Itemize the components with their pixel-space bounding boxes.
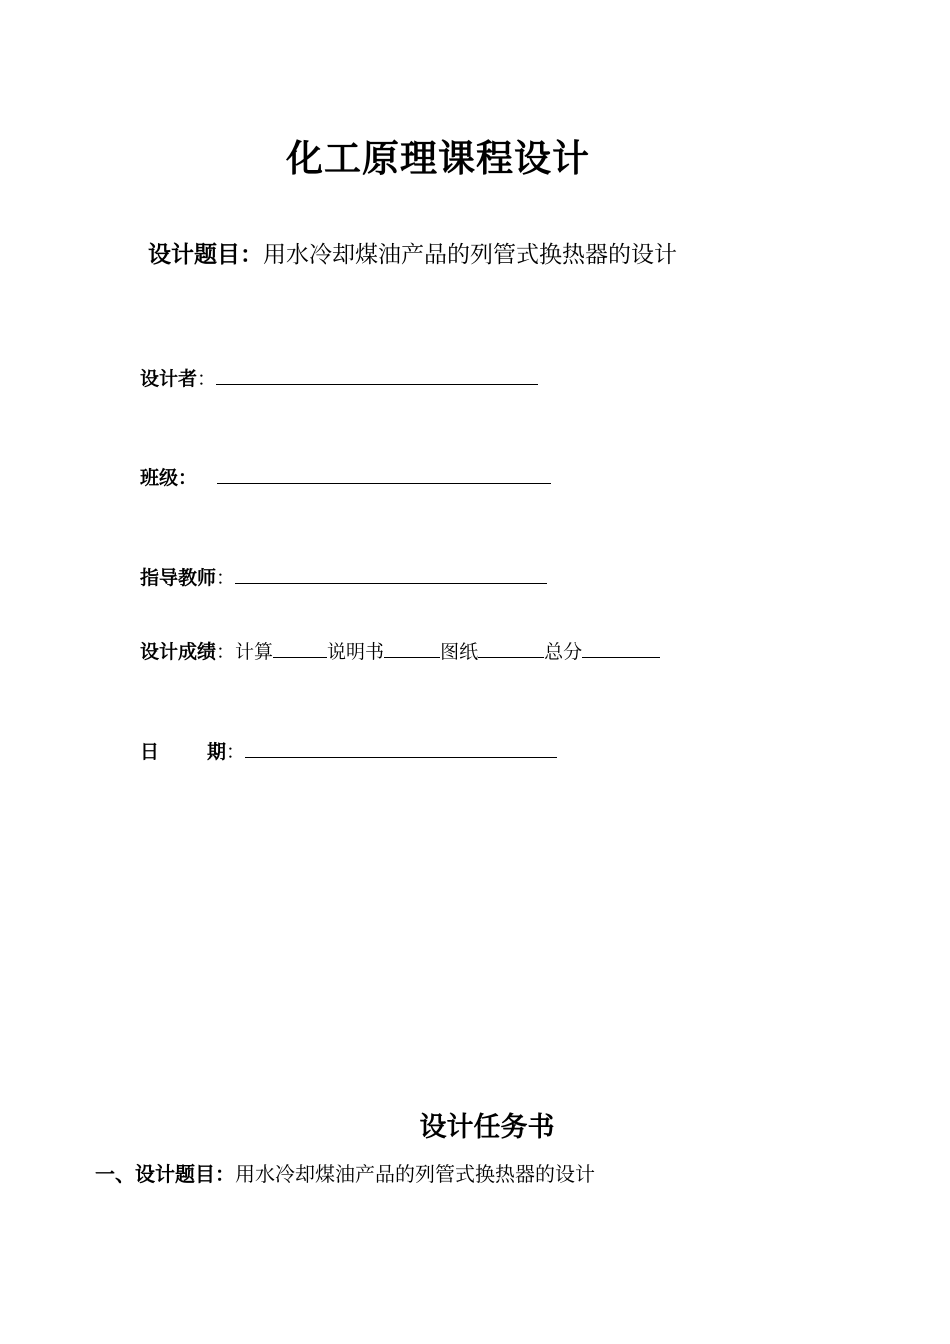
designer-label: 设计者 — [140, 368, 198, 390]
design-subject-line — [148, 236, 677, 269]
date-label-day: 日 — [140, 741, 160, 763]
grade-calc-label: 计算 — [235, 641, 274, 663]
grade-colon: ： — [216, 641, 236, 663]
grade-manual-blank[interactable] — [384, 637, 440, 658]
design-subject-value: 用水冷却煤油产品的列管式换热器的设计 — [263, 242, 677, 268]
advisor-label: 指导教师 — [140, 567, 217, 589]
grade-total-label: 总分 — [544, 641, 583, 663]
task-item-1-value: 用水冷却煤油产品的列管式换热器的设计 — [235, 1162, 595, 1186]
grade-drawing-blank[interactable] — [478, 637, 544, 658]
grade-drawing-label: 图纸 — [440, 641, 479, 663]
advisor-field — [140, 563, 547, 590]
task-book-title: 设计任务书 — [419, 1112, 555, 1143]
task-item-1-number: 一、 — [95, 1162, 135, 1186]
document-title: 化工原理课程设计 — [286, 136, 590, 180]
advisor-colon: ： — [216, 567, 236, 589]
date-colon: ： — [226, 741, 246, 763]
grade-field — [140, 637, 660, 664]
grade-manual-label: 说明书 — [327, 641, 385, 663]
date-field — [140, 737, 557, 764]
task-item-1-label: 设计题目： — [135, 1162, 235, 1186]
date-label-period: 期 — [207, 741, 227, 763]
class-field — [140, 463, 551, 490]
grade-total-blank[interactable] — [582, 637, 660, 658]
designer-blank[interactable] — [216, 364, 538, 385]
task-item-1 — [95, 1158, 595, 1187]
designer-field — [140, 364, 538, 391]
designer-colon: ： — [197, 368, 217, 390]
grade-calc-blank[interactable] — [273, 637, 327, 658]
class-label: 班级： — [140, 467, 198, 489]
design-subject-label: 设计题目： — [148, 241, 263, 268]
advisor-blank[interactable] — [235, 563, 547, 584]
class-blank[interactable] — [217, 463, 551, 484]
grade-label: 设计成绩 — [140, 641, 217, 663]
date-blank[interactable] — [245, 737, 557, 758]
